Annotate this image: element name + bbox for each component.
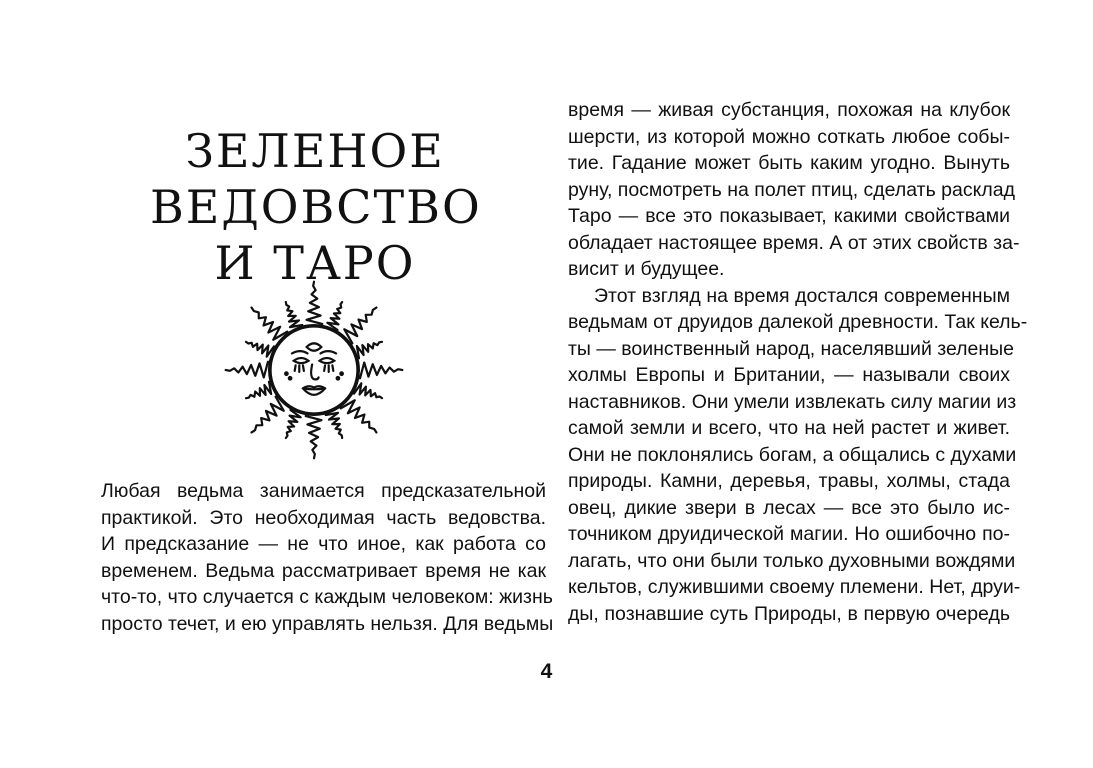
sun-ray bbox=[341, 400, 377, 432]
text-line: висит и будущее. bbox=[568, 258, 725, 280]
sun-ray bbox=[252, 308, 288, 340]
text-line: точником друидической магии. Но ошибочно по- bbox=[568, 523, 1010, 545]
text-line: лагать, что они были только духовными вождями bbox=[568, 549, 1016, 572]
text-line: Таро — все это показывает, какими свойствами bbox=[568, 205, 1010, 227]
sun-ray bbox=[306, 416, 322, 458]
sun-ray bbox=[226, 362, 268, 378]
sun-ray bbox=[246, 342, 274, 357]
text-line: овец, дикие звери в лесах — все это было ис- bbox=[568, 496, 1010, 519]
text-line: Этот взгляд на время достался современным bbox=[594, 284, 1010, 307]
sun-ray bbox=[307, 282, 323, 324]
sun-ray bbox=[252, 397, 284, 433]
sun-ray bbox=[360, 363, 402, 379]
sun-ray bbox=[246, 382, 271, 398]
page-number: 4 bbox=[540, 660, 553, 683]
chapter-title bbox=[150, 123, 480, 291]
text-line: практикой. Это необходимая часть ведовства. bbox=[101, 506, 546, 529]
text-line: тие. Гадание может быть каким угодно. Вынуть bbox=[568, 152, 1010, 174]
right-column-text bbox=[568, 97, 1028, 627]
text-line: природы. Камни, деревья, травы, холмы, стада bbox=[568, 470, 1010, 492]
sun-ray bbox=[326, 413, 342, 438]
text-line: ты — воинственный народ, населявший зеленые bbox=[568, 337, 1015, 360]
sun-face-icon bbox=[222, 278, 406, 462]
text-line: кельтов, служившими своему племени. Нет, друи- bbox=[568, 576, 1021, 598]
sun-ray bbox=[354, 383, 382, 398]
text-line: самой земли и всего, что на ней растет и живет. bbox=[568, 417, 1010, 439]
chapter-title-line: ВЕДОВСТВО bbox=[150, 179, 482, 234]
chapter-title-line: ЗЕЛЕНОЕ bbox=[185, 123, 445, 178]
text-line: холмы Европы и Британии, — называли своих bbox=[568, 364, 1010, 386]
sun-ray bbox=[327, 302, 342, 330]
sun-ray bbox=[286, 302, 302, 327]
sun-ray bbox=[357, 342, 382, 358]
text-line: Любая ведьма занимается предсказательной bbox=[101, 480, 546, 502]
text-line: время — живая субстанция, похожая на клубок bbox=[568, 99, 1010, 121]
chapter-title-line: И ТАРО bbox=[214, 235, 416, 290]
sun-ray bbox=[344, 308, 376, 344]
text-line: просто течет, и ею управлять нельзя. Для ведьмы bbox=[101, 612, 554, 635]
text-line: временем. Ведьма рассматривает время не как bbox=[101, 559, 546, 582]
text-line: ведьмам от друидов далекой древности. Так кель- bbox=[568, 311, 1028, 333]
sun-ray bbox=[286, 410, 301, 438]
text-line: ды, познавшие суть Природы, в первую очередь bbox=[568, 602, 1010, 625]
text-line: И предсказание — не что иное, как работа со bbox=[101, 533, 546, 555]
text-line: наставников. Они умели извлекать силу магии из bbox=[568, 390, 1017, 413]
text-line: что-то, что случается с каждым человеком: жизнь bbox=[101, 586, 553, 608]
text-line: обладает настоящее время. А от этих свойств за- bbox=[568, 231, 1020, 254]
text-line: шерсти, из которой можно соткать любое собы- bbox=[568, 125, 1010, 148]
text-line: руну, посмотреть на полет птиц, сделать расклад bbox=[568, 178, 1015, 201]
text-line: Они не поклонялись богам, а общались с духами bbox=[568, 443, 1017, 466]
left-column-text bbox=[101, 478, 554, 637]
